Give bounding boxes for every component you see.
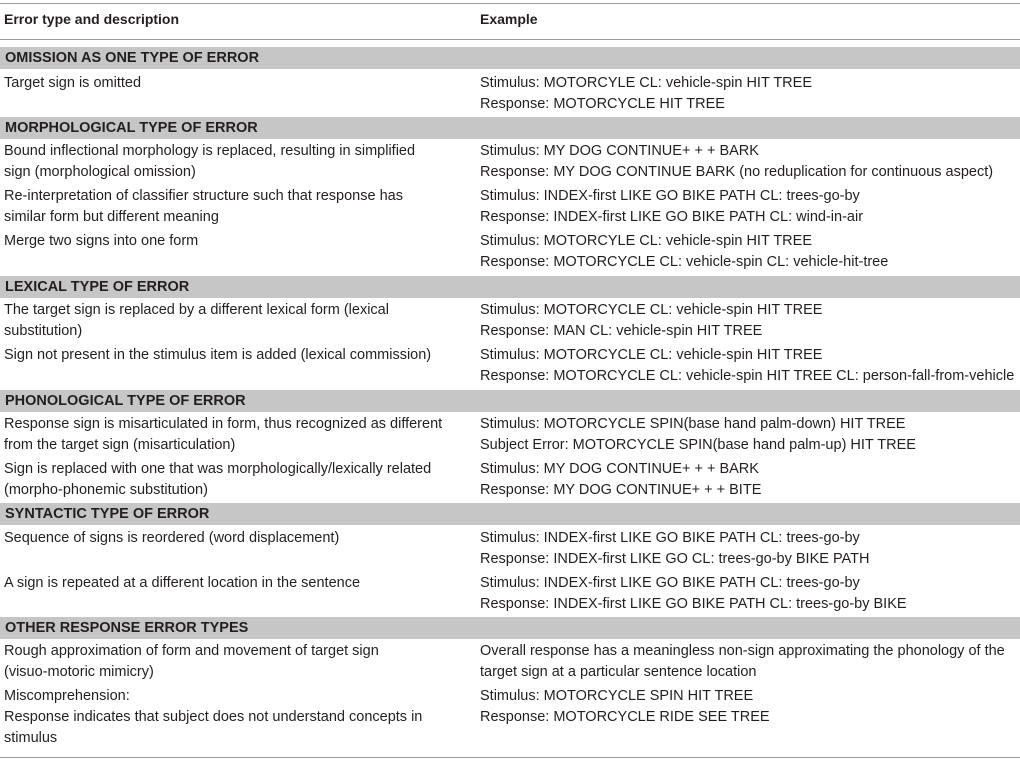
section-band-morphological-type-of-error [0,117,1020,139]
error-example [480,414,1020,456]
example-line: Stimulus: MY DOG CONTINUE+ + + BARK [480,143,759,159]
error-description [4,414,474,456]
example-line: Stimulus: INDEX-first LIKE GO BIKE PATH CL: trees-go-by [480,188,860,204]
example-line: Response: MOTORCYCLE HIT TREE [480,96,725,112]
section-title: SYNTACTIC TYPE OF ERROR [5,506,210,522]
description-line: Rough approximation of form and movement of target sign [4,643,379,659]
description-line: A sign is repeated at a different location in the sentence [4,575,361,591]
section-band-lexical-type-of-error [0,276,1020,298]
section-band-other-response-error-types [0,617,1020,639]
section-band-phonological-type-of-error [0,390,1020,412]
example-line: Stimulus: MOTORCYLE CL: vehicle-spin HIT TREE [480,75,812,91]
column-header-error-type: Error type and description [4,11,180,27]
example-line: Stimulus: MOTORCYLE CL: vehicle-spin HIT TREE [480,233,812,249]
error-example [480,459,1020,501]
error-description [4,231,474,252]
description-line: Bound inflectional morphology is replaced, resulting in simplified [4,143,416,159]
description-line: Sign not present in the stimulus item is added (lexical commission) [4,347,432,363]
example-line: Response: INDEX-first LIKE GO BIKE PATH CL: wind-in-air [480,209,864,225]
description-line: similar form but different meaning [4,209,219,225]
description-line: Re-interpretation of classifier structure such that response has [4,188,403,204]
example-line: Stimulus: MOTORCYCLE SPIN HIT TREE [480,688,754,704]
description-line: Sequence of signs is reordered (word displacement) [4,530,340,546]
description-line: The target sign is replaced by a different lexical form (lexical [4,302,389,318]
example-line: Response: INDEX-first LIKE GO CL: trees-go-by BIKE PATH [480,551,870,567]
bottom-rule [0,757,1020,758]
example-line: Response: MAN CL: vehicle-spin HIT TREE [480,323,763,339]
section-band-syntactic-type-of-error [0,503,1020,525]
error-example [480,686,1020,728]
error-example [480,528,1020,570]
description-line: Response indicates that subject does not understand concepts in [4,709,423,725]
example-line: Stimulus: MY DOG CONTINUE+ + + BARK [480,461,759,477]
description-line: Target sign is omitted [4,75,142,91]
top-rule [0,3,1020,4]
example-line: Subject Error: MOTORCYCLE SPIN(base hand palm-up) HIT TREE [480,437,916,453]
error-description [4,459,474,501]
section-band-omission-as-one-type-of-error [0,47,1020,69]
example-line: Overall response has a meaningless non-sign approximating the phonology of the [480,643,1005,659]
description-line: sign (morphological omission) [4,164,196,180]
section-title: OMISSION AS ONE TYPE OF ERROR [5,50,260,66]
error-description [4,141,474,183]
error-example [480,641,1020,683]
example-line: Stimulus: MOTORCYCLE SPIN(base hand palm-down) HIT TREE [480,416,906,432]
example-line: Stimulus: INDEX-first LIKE GO BIKE PATH CL: trees-go-by [480,530,860,546]
section-title: MORPHOLOGICAL TYPE OF ERROR [5,120,258,136]
error-example [480,300,1020,342]
description-line: Sign is replaced with one that was morphologically/lexically related [4,461,432,477]
error-description [4,345,474,366]
description-line: Response sign is misarticulated in form, thus recognized as different [4,416,443,432]
example-line: Stimulus: MOTORCYCLE CL: vehicle-spin HIT TREE [480,347,823,363]
example-line: Response: MY DOG CONTINUE BARK (no reduplication for continuous aspect) [480,164,994,180]
example-line: Stimulus: INDEX-first LIKE GO BIKE PATH CL: trees-go-by [480,575,860,591]
error-description [4,73,474,94]
example-line: Response: MOTORCYCLE CL: vehicle-spin HIT TREE CL: person-fall-from-vehicle [480,368,1015,384]
description-line: Miscomprehension: [4,688,130,704]
error-description [4,686,474,749]
description-line: (morpho-phonemic substitution) [4,482,208,498]
description-line: from the target sign (misarticulation) [4,437,236,453]
error-example [480,186,1020,228]
section-title: PHONOLOGICAL TYPE OF ERROR [5,393,246,409]
section-title: LEXICAL TYPE OF ERROR [5,279,190,295]
error-description [4,641,474,683]
error-example [480,73,1020,115]
description-line: (visuo-motoric mimicry) [4,664,154,680]
error-description [4,528,474,549]
example-line: Response: MY DOG CONTINUE+ + + BITE [480,482,762,498]
error-example [480,345,1020,387]
section-title: OTHER RESPONSE ERROR TYPES [5,620,249,636]
error-description [4,186,474,228]
description-line: Merge two signs into one form [4,233,199,249]
example-line: Response: MOTORCYCLE CL: vehicle-spin CL: vehicle-hit-tree [480,254,889,270]
description-line: substitution) [4,323,83,339]
error-description [4,573,474,594]
description-line: stimulus [4,730,58,746]
column-header-example: Example [480,11,538,27]
header-rule [0,39,1020,40]
error-example [480,141,1020,183]
example-line: Stimulus: MOTORCYCLE CL: vehicle-spin HIT TREE [480,302,823,318]
error-description [4,300,474,342]
error-example [480,573,1020,615]
error-example [480,231,1020,273]
example-line: Response: INDEX-first LIKE GO BIKE PATH CL: trees-go-by BIKE [480,596,907,612]
example-line: Response: MOTORCYCLE RIDE SEE TREE [480,709,770,725]
example-line: target sign at a particular sentence location [480,664,757,680]
